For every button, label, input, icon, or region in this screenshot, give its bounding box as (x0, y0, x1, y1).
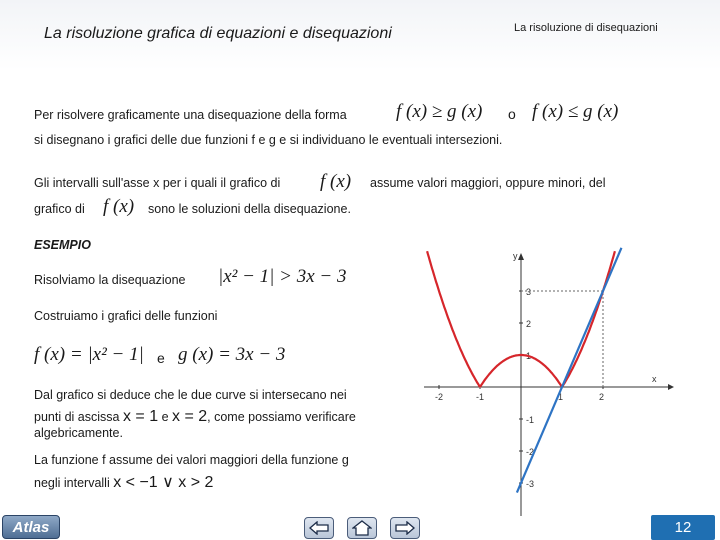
home-button[interactable] (347, 517, 377, 539)
intro-fx-2: f (x) (103, 196, 135, 217)
deduce-and: e (161, 410, 169, 424)
solve-label: Risolviamo la disequazione (34, 273, 186, 287)
intro-fx-1: f (x) (320, 171, 352, 192)
inequality-geq: f (x) ≥ g (x) (396, 101, 483, 122)
y-tick-label: -3 (526, 479, 535, 489)
page-title: La risoluzione grafica di equazioni e disequazioni (44, 25, 392, 42)
and-label: e (157, 350, 165, 366)
prev-button[interactable] (304, 517, 334, 539)
y-tick-label: -1 (526, 415, 535, 425)
g-definition: g (x) = 3x − 3 (178, 344, 286, 365)
home-icon (352, 520, 372, 536)
intro-line-2: si disegnano i grafici delle due funzioni f e g e si individuano le eventuali intersezioni. (34, 133, 503, 147)
y-tick-label: -2 (526, 447, 535, 457)
y-axis-arrow-icon (518, 253, 524, 260)
intro-line-3b: assume valori maggiori, oppure minori, del (370, 176, 606, 190)
y-tick-label: 1 (526, 351, 532, 361)
x-tick-label: 2 (599, 392, 605, 402)
f-definition: f (x) = |x² − 1| (34, 344, 144, 365)
x-tick-label: 1 (558, 392, 564, 402)
x-tick-label: -2 (435, 392, 444, 402)
solution-x2: x = 2 (172, 408, 208, 425)
conclusion-line-1: La funzione f assume dei valori maggiori della funzione g (34, 453, 349, 467)
atlas-logo: Atlas (2, 515, 60, 539)
construct-label: Costruiamo i grafici delle funzioni (34, 309, 218, 323)
deduce-verify: , come possiamo verificare (207, 410, 356, 424)
y-tick-label: 2 (526, 319, 532, 329)
intro-or: o (508, 106, 516, 122)
intro-line-4a: grafico di (34, 202, 85, 216)
conclusion-intervals-label: negli intervalli (34, 476, 110, 490)
arrow-left-icon (309, 521, 329, 535)
inequality-leq: f (x) ≤ g (x) (532, 101, 619, 122)
solution-intervals: x < −1 ∨ x > 2 (113, 474, 214, 491)
axis-ticks (435, 287, 604, 489)
example-inequality: |x² − 1| > 3x − 3 (218, 266, 347, 287)
example-heading: ESEMPIO (34, 238, 91, 252)
section-title: La risoluzione di disequazioni (514, 22, 658, 34)
intro-line-1: Per risolvere graficamente una disequazione della forma (34, 108, 347, 122)
page-number: 12 (651, 515, 715, 540)
x-axis-label: x (652, 374, 657, 384)
x-axis-arrow-icon (668, 384, 674, 390)
deduce-line-2 (34, 408, 356, 426)
intro-line-3a: Gli intervalli sull'asse x per i quali il grafico di (34, 176, 281, 190)
solution-x1: x = 1 (122, 408, 159, 425)
arrow-right-icon (395, 521, 415, 535)
next-button[interactable] (390, 517, 420, 539)
x-tick-label: -1 (476, 392, 485, 402)
y-axis-label: y (513, 251, 518, 261)
deduce-line-3: algebricamente. (34, 426, 123, 440)
y-tick-label: 3 (526, 287, 532, 297)
deduce-line-1: Dal grafico si deduce che le due curve si intersecano nei (34, 388, 347, 402)
intro-line-4b: sono le soluzioni della disequazione. (148, 202, 351, 216)
deduce-points-label: punti di ascissa (34, 410, 120, 424)
conclusion-line-2 (34, 472, 213, 492)
line-g (517, 248, 622, 493)
function-graph (418, 240, 680, 520)
